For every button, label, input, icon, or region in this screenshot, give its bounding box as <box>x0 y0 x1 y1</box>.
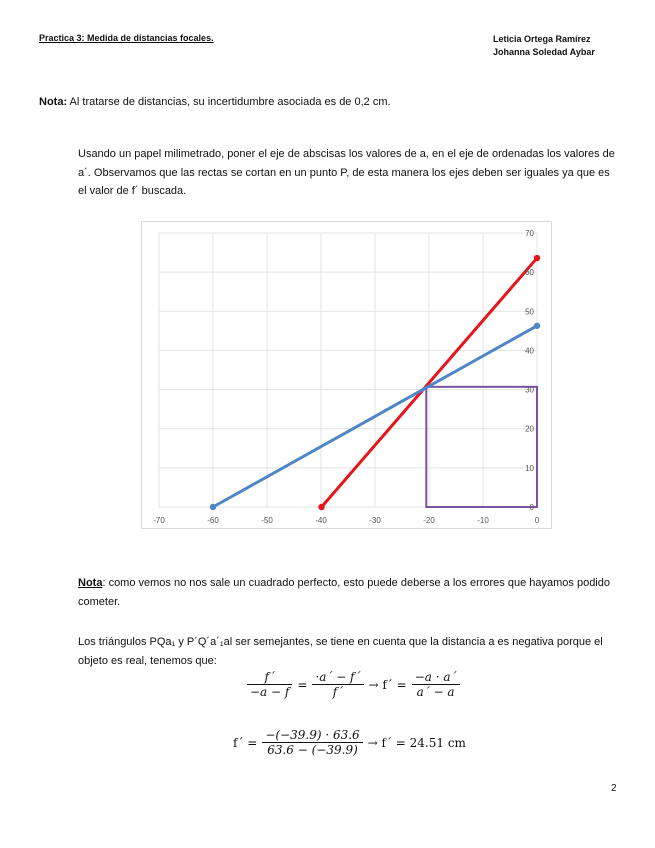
equation-similar-triangles <box>245 670 462 699</box>
y-tick-label: 20 <box>525 424 534 434</box>
eq2-den: 63.6 − (−39.9) <box>267 743 358 757</box>
page-number: 2 <box>611 783 617 794</box>
square-note <box>78 574 618 612</box>
method-paragraph: Usando un papel milimetrado, poner el eje de abscisas los valores de a, en el eje de ordenadas los valores de a´. Observamos que las rectas se cortan en un punto P, de esta manera los ejes deben ser iguales ya que es el valor de f´ buscada. <box>78 148 615 197</box>
eq1-right-num: −a · a´ <box>412 670 460 685</box>
note-text: Al tratarse de distancias, su incertidumbre asociada es de 0,2 cm. <box>67 96 391 108</box>
red-series-point <box>318 504 324 510</box>
x-tick-label: -30 <box>369 516 381 525</box>
author-1: Leticia Ortega Ramírez <box>493 34 591 44</box>
x-tick-label: -40 <box>315 516 327 525</box>
chart-border <box>142 222 552 529</box>
x-tick-label: -50 <box>261 516 273 525</box>
eq1-arrow: → f´ = <box>368 677 407 692</box>
x-tick-label: -70 <box>153 516 165 525</box>
eq1-mid-num: ·a´ − f´ <box>312 670 363 685</box>
y-tick-label: 50 <box>525 307 534 317</box>
red-series-point <box>534 255 540 261</box>
y-tick-label: 0 <box>529 503 534 512</box>
eq1-right-fraction <box>412 670 460 699</box>
eq1-left-fraction <box>247 670 292 699</box>
eq1-mid-den: f´ <box>332 685 344 699</box>
uncertainty-note <box>39 96 391 108</box>
eq2-num: −(−39.9) · 63.6 <box>262 728 362 743</box>
eq2-result: → f´ = 24.51 cm <box>367 735 466 750</box>
x-tick-label: 0 <box>534 516 540 525</box>
y-tick-label: 30 <box>525 385 534 395</box>
y-tick-label: 60 <box>525 268 534 278</box>
blue-series-point <box>210 504 216 510</box>
triangles-paragraph: Los triángulos PQa₁ y P´Q´a´₁al ser semejantes, se tiene en cuenta que la distancia a es negativa porque el objeto es real, tenemos que: <box>78 636 603 667</box>
focal-distance-chart <box>141 221 552 529</box>
y-tick-label: 40 <box>525 346 534 356</box>
eq1-left-den: −a − f <box>250 685 290 699</box>
document-title: Practica 3: Medida de distancias focales. <box>39 33 214 43</box>
author-2: Johanna Soledad Aybar <box>493 47 595 57</box>
eq1-left-num: f´ <box>247 670 292 685</box>
authors <box>493 33 595 59</box>
y-tick-label: 70 <box>525 229 534 238</box>
note2-label: Nota <box>78 577 103 589</box>
eq1-right-den: a´ − a <box>416 685 455 699</box>
x-tick-label: -60 <box>207 516 219 525</box>
eq1-equals: = <box>297 677 308 692</box>
blue-series-point <box>534 323 540 329</box>
note-label: Nota: <box>39 96 68 108</box>
equation-result <box>230 728 469 757</box>
x-tick-label: -10 <box>477 516 489 525</box>
note2-text: : como vemos no nos sale un cuadrado perfecto, esto puede deberse a los errores que hayamos podido cometer. <box>78 577 610 608</box>
eq1-mid-fraction <box>312 670 363 699</box>
y-tick-label: 10 <box>525 463 534 473</box>
eq2-fraction <box>262 728 362 757</box>
x-tick-label: -20 <box>423 516 435 525</box>
eq2-lhs: f´ = <box>233 735 258 750</box>
